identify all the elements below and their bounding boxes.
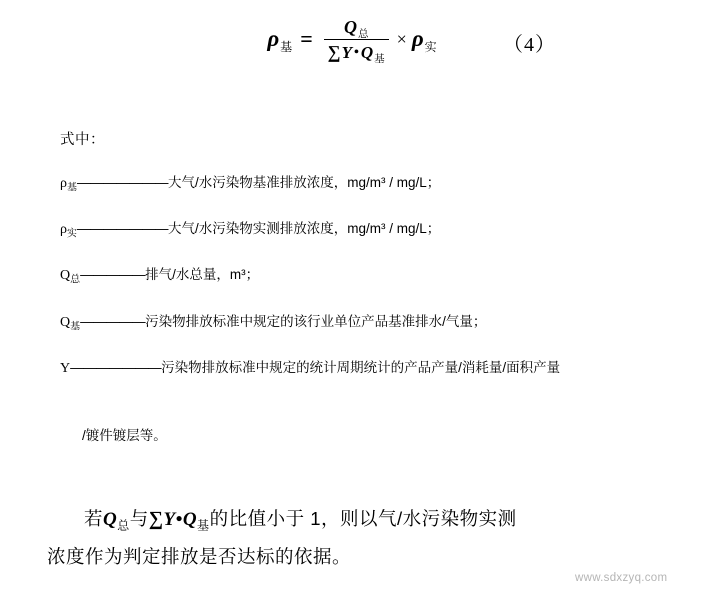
definition-symbol: Q <box>60 268 71 284</box>
conclusion-sigma-icon: ∑ <box>148 508 164 530</box>
formula-rhs-subscript: 实 <box>424 40 437 54</box>
formula-denominator-dot: • <box>353 45 359 60</box>
definition-text: 排气/水总量，m³； <box>145 267 260 283</box>
definition-subscript: 基 <box>67 182 77 194</box>
definition-symbol: ρ <box>60 176 67 191</box>
formula-times-operator: × <box>396 28 407 49</box>
definition-symbol: Q <box>60 314 71 330</box>
formula-denominator-q: Q <box>360 43 374 62</box>
definition-text: 大气/水污染物实测排放浓度，mg/m³ / mg/L； <box>168 221 441 237</box>
formula-fraction <box>324 17 389 63</box>
definition-subscript: 基 <box>70 321 81 333</box>
definition-dashes: ——————— <box>77 175 168 190</box>
conclusion-paragraph <box>47 500 667 575</box>
watermark-text: www.sdxzyq.com <box>575 572 668 584</box>
conclusion-line-two: 浓度作为判定排放是否达标的依据。 <box>47 546 352 567</box>
definition-dashes: ——————— <box>77 221 168 237</box>
definition-text: 污染物排放标准中规定的统计周期统计的产品产量/消耗量/面积产量 <box>161 359 561 375</box>
conclusion-q-symbol: Q <box>103 509 118 530</box>
definition-dashes: ——————— <box>70 359 162 375</box>
formula-numerator-symbol: Q <box>343 17 357 37</box>
definition-item <box>60 173 690 196</box>
formula-lhs-subscript: 基 <box>280 40 293 54</box>
definition-symbol: ρ <box>60 222 67 238</box>
formula-lhs-symbol: ρ <box>267 26 280 51</box>
definition-wrapped-text: /镀件镀层等。 <box>82 428 167 443</box>
where-label: 式中： <box>60 132 105 148</box>
formula-denominator <box>324 39 389 63</box>
definition-item <box>60 265 690 288</box>
conclusion-prefix: 若 <box>84 508 104 529</box>
conclusion-y-symbol: Y <box>163 509 176 530</box>
definition-symbol: Y <box>60 360 71 376</box>
formula-block <box>0 16 704 65</box>
conclusion-dot: • <box>175 509 183 530</box>
formula-lhs <box>267 26 292 52</box>
definition-dashes: ————— <box>80 267 146 283</box>
definition-dashes: ————— <box>80 313 146 329</box>
conclusion-q2-symbol: Q <box>182 509 198 530</box>
definition-list <box>60 128 690 443</box>
definition-text: 大气/水污染物基准排放浓度，mg/m³ / mg/L； <box>168 175 441 190</box>
definition-text: 污染物排放标准中规定的该行业单位产品基准排水/气量； <box>145 313 487 329</box>
formula-rhs-symbol: ρ <box>411 26 424 51</box>
formula-numerator <box>338 17 375 39</box>
definition-item <box>60 358 690 381</box>
definition-item <box>60 219 690 242</box>
formula-equals: = <box>300 26 313 51</box>
formula-numerator-subscript: 总 <box>357 28 369 40</box>
formula-denominator-y: Y <box>341 43 352 62</box>
conclusion-suffix: 的比值小于 1，则以气/水污染物实测 <box>209 508 517 529</box>
formula-rhs <box>412 26 437 52</box>
definition-subscript: 实 <box>67 228 77 240</box>
conclusion-mid: 与 <box>129 508 149 529</box>
formula-sigma-icon: ∑ <box>327 42 341 62</box>
definition-item <box>60 312 690 335</box>
definition-subscript: 总 <box>70 275 81 287</box>
equation-number: （4） <box>503 34 556 56</box>
conclusion-q-subscript: 总 <box>117 518 130 533</box>
formula-denominator-subscript: 基 <box>374 53 385 65</box>
formula-expression <box>267 16 437 65</box>
conclusion-q2-subscript: 基 <box>197 518 210 533</box>
